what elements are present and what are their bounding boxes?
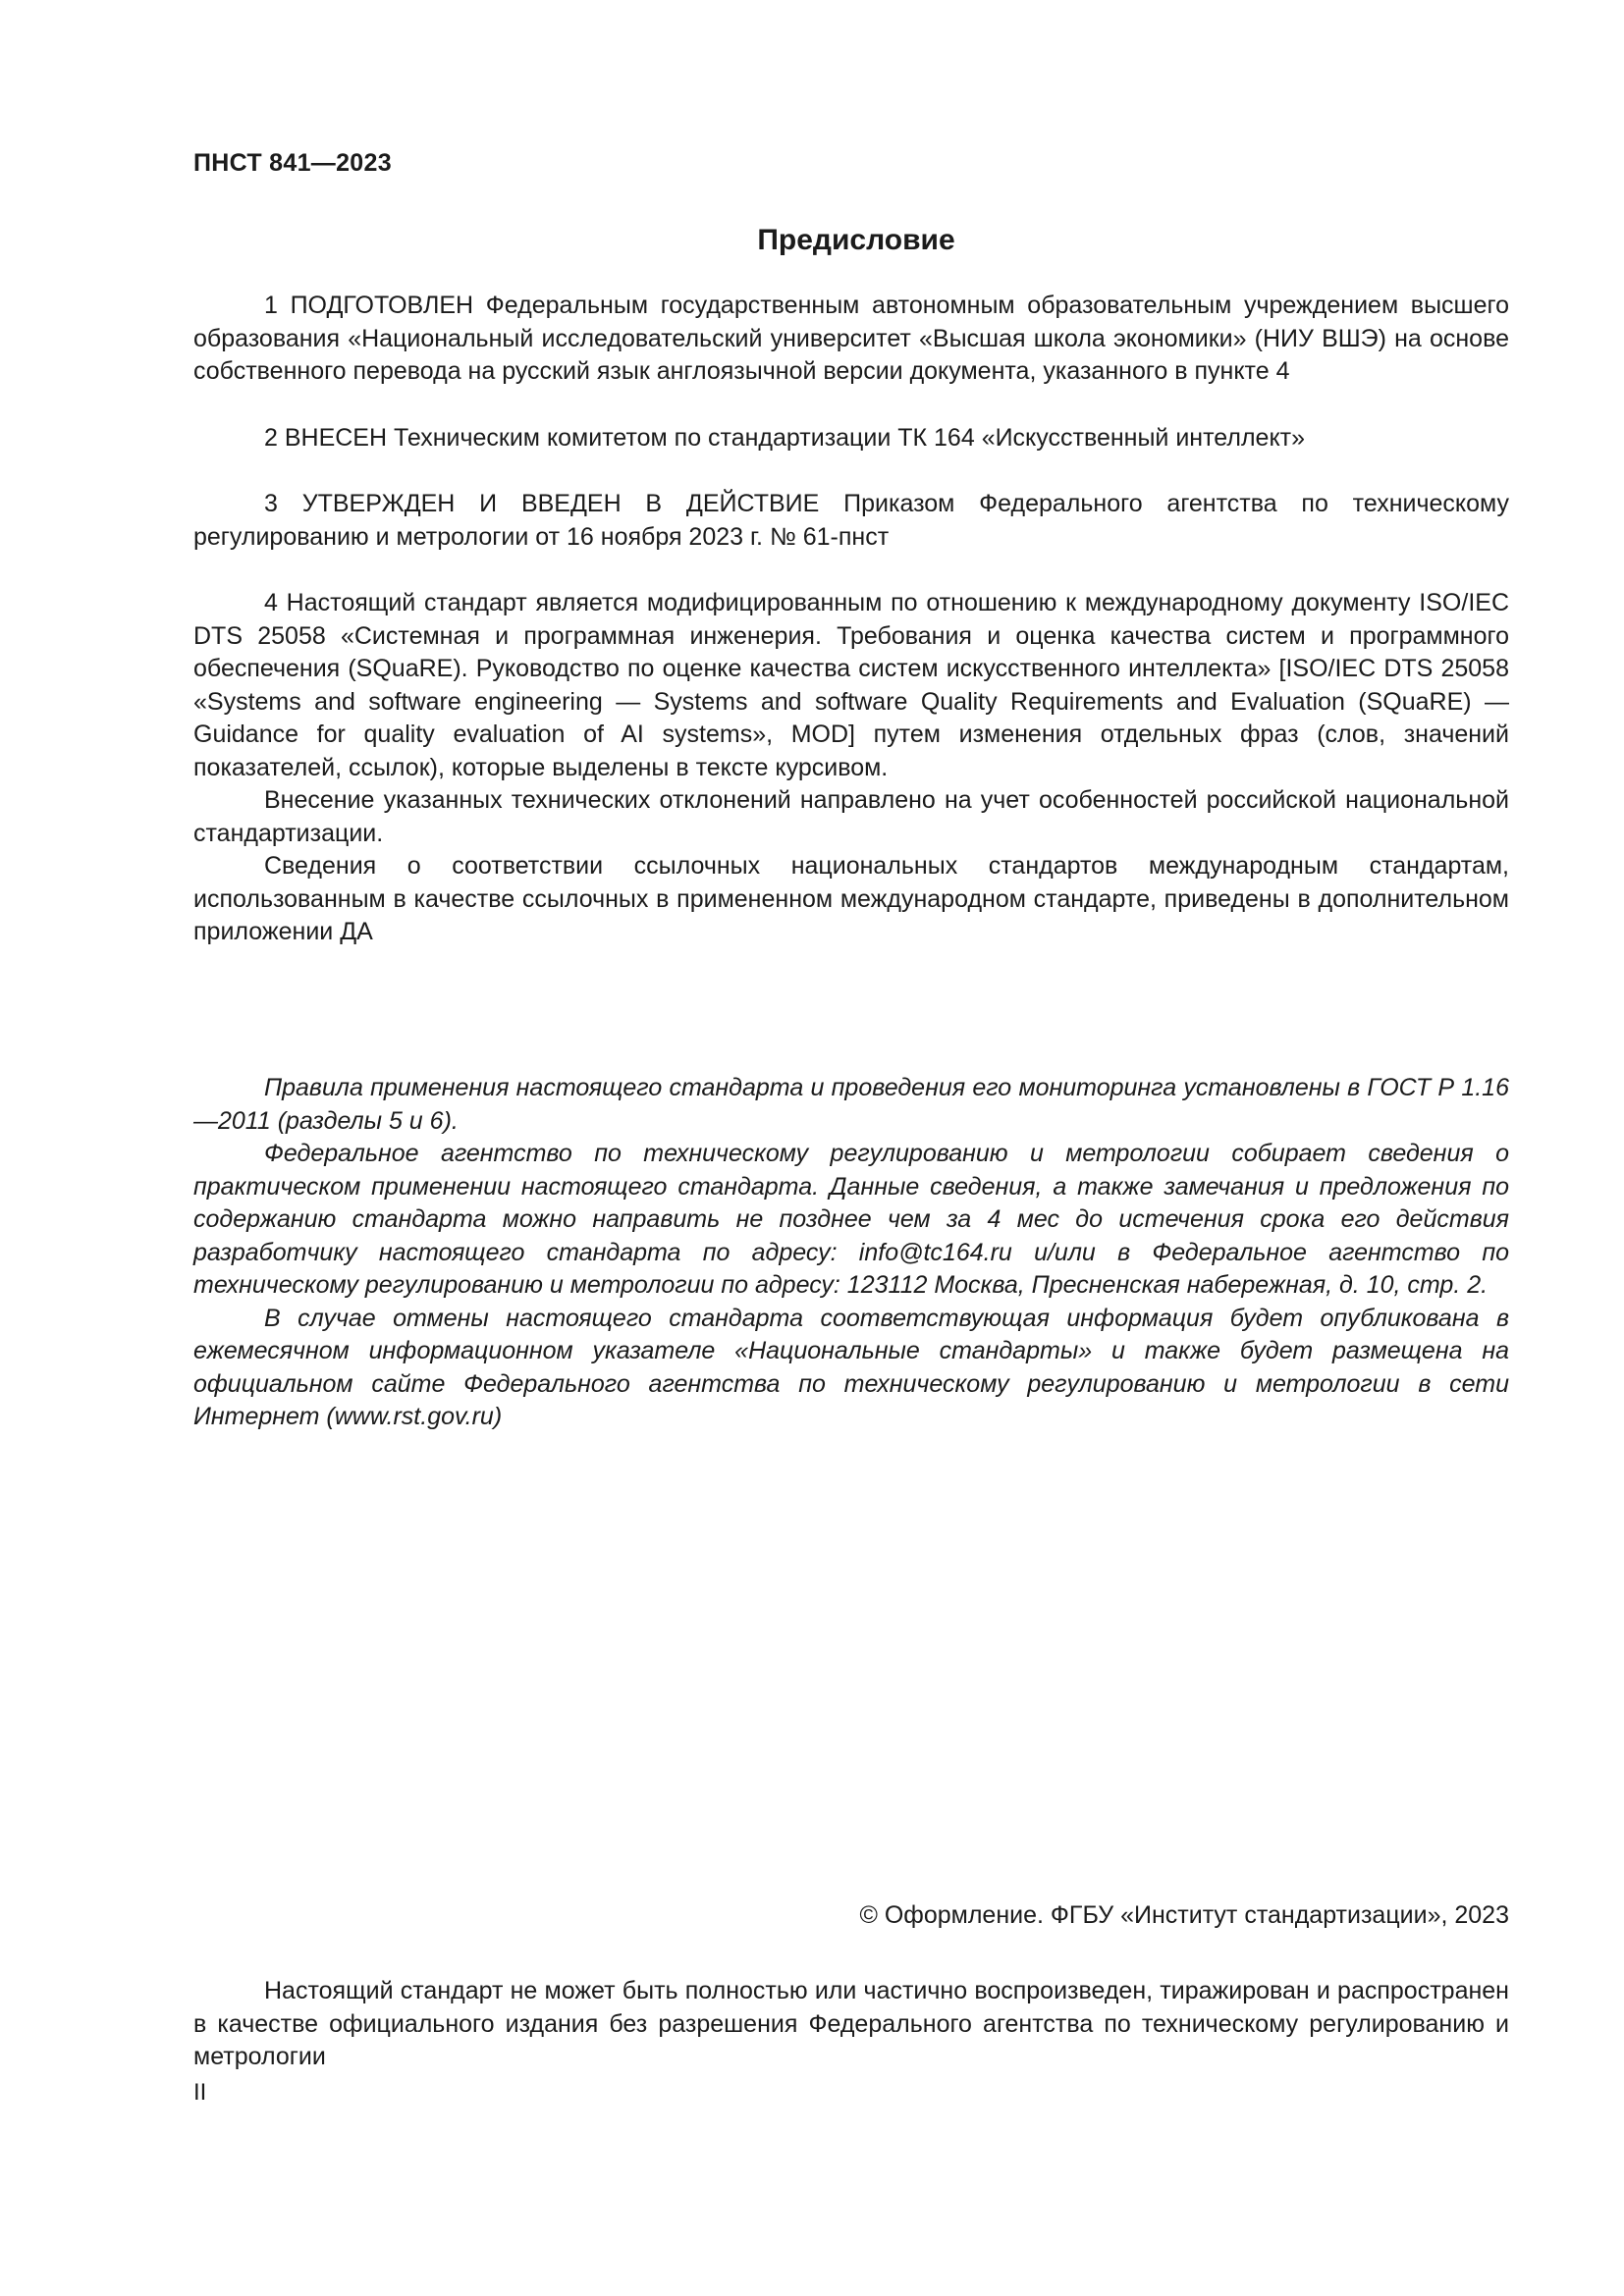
document-code: ПНСТ 841—2023: [193, 149, 392, 177]
reproduction-notice: [193, 1975, 1509, 2074]
note-cancellation: В случае отмены настоящего стандарта соответствующая информация будет опубликована в ежемесячном информационном указателе «Национальные стандарты» и также будет размещена на официальном сайте Федерального агентства по техническому регулированию и метрологии в сети Интернет (www.rst.gov.ru): [193, 1304, 1509, 1430]
paragraph-deviations: Внесение указанных технических отклонений направлено на учет особенностей российской национальной стандартизации.: [193, 786, 1509, 847]
paragraph-references: Сведения о соответствии ссылочных национальных стандартов международным стандартам, использованным в качестве ссылочных в примененном международном стандарте, приведены в дополнительном приложении ДА: [193, 852, 1509, 945]
note-rules: Правила применения настоящего стандарта и проведения его мониторинга установлены в ГОСТ Р 1.16—2011 (разделы 5 и 6).: [193, 1074, 1509, 1135]
page-number: II: [193, 2079, 207, 2106]
copyright-line: © Оформление. ФГБУ «Институт стандартизации», 2023: [859, 1901, 1509, 1929]
note-feedback: Федеральное агентство по техническому регулированию и метрологии собирает сведения о практическом применении настоящего стандарта. Данные сведения, а также замечания и предложения по содержанию стандарта можно направить не позднее чем за 4 мес до истечения срока его действия разработчику настоящего стандарта по адресу: info@tc164.ru и/или в Федеральное агентство по техническому регулированию и метрологии по адресу: 123112 Москва, Пресненская набережная, д. 10, стр. 2.: [193, 1140, 1509, 1299]
foreword-body: [193, 290, 1509, 949]
paragraph-prepared: 1 ПОДГОТОВЛЕН Федеральным государственным автономным образовательным учреждением высшего образования «Национальный исследовательский университет «Высшая школа экономики» (НИУ ВШЭ) на основе собственного перевода на русский язык англоязычной версии документа, указанного в пункте 4: [193, 292, 1509, 385]
paragraph-approved: 3 УТВЕРЖДЕН И ВВЕДЕН В ДЕЙСТВИЕ Приказом Федерального агентства по техническому регулированию и метрологии от 16 ноября 2023 г. № 61-пнст: [193, 490, 1509, 551]
page-title: Предисловие: [757, 224, 955, 256]
notice-text: Настоящий стандарт не может быть полностью или частично воспроизведен, тиражирован и распространен в качестве официального издания без разрешения Федерального агентства по техническому регулированию и метрологии: [193, 1977, 1509, 2070]
application-rules-notes: [193, 1072, 1509, 1434]
paragraph-modified: 4 Настоящий стандарт является модифицированным по отношению к международному документу ISO/IEC DTS 25058 «Системная и программная инженерия. Требования и оценка качества систем и программного обеспечения (SQuaRE). Руководство по оценке качества систем искусственного интеллекта» [ISO/IEC DTS 25058 «Systems and software engineering — Systems and software Quality Requirements and Evaluation (SQuaRE) — Guidance for quality evaluation of AI systems», MOD] путем изменения отдельных фраз (слов, значений показателей, ссылок), которые выделены в тексте курсивом.: [193, 589, 1509, 781]
paragraph-submitted: 2 ВНЕСЕН Техническим комитетом по стандартизации ТК 164 «Искусственный интеллект»: [264, 423, 1306, 452]
